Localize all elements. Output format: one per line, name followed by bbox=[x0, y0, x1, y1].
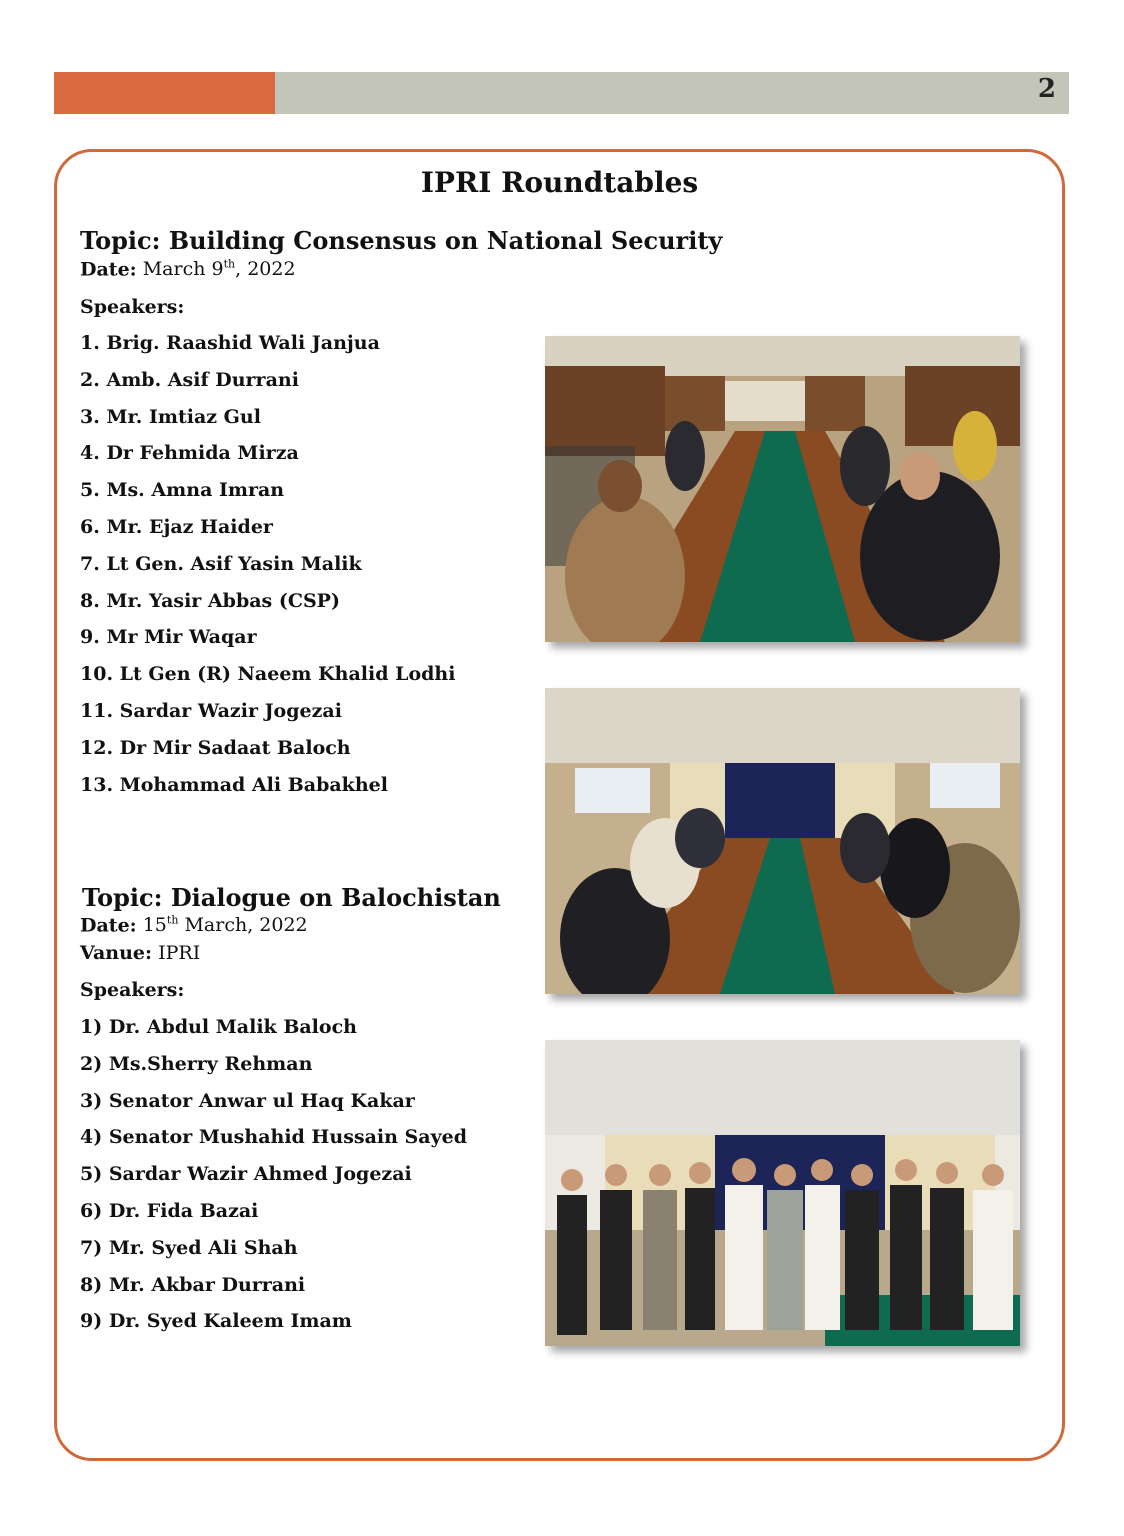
speaker-list-1 bbox=[80, 325, 455, 803]
speaker-item: 2) Ms.Sherry Rehman bbox=[80, 1052, 313, 1075]
venue-value: IPRI bbox=[158, 942, 201, 964]
header-bar bbox=[275, 72, 1069, 114]
speaker-item: 5. Ms. Amna Imran bbox=[80, 479, 285, 502]
speaker-item: 2. Amb. Asif Durrani bbox=[80, 368, 299, 391]
speaker-item: 4. Dr Fehmida Mirza bbox=[80, 442, 299, 465]
topic-2-date bbox=[80, 914, 308, 936]
speaker-item: 5) Sardar Wazir Ahmed Jogezai bbox=[80, 1163, 412, 1186]
date-value: March 9th, 2022 bbox=[142, 258, 296, 281]
speaker-item: 6. Mr. Ejaz Haider bbox=[80, 515, 273, 538]
speaker-item: 4) Senator Mushahid Hussain Sayed bbox=[80, 1126, 467, 1149]
speaker-item: 10. Lt Gen (R) Naeem Khalid Lodhi bbox=[80, 663, 456, 686]
page-title: IPRI Roundtables bbox=[420, 166, 699, 199]
group-photo bbox=[545, 1040, 1020, 1346]
speaker-item: 1) Dr. Abdul Malik Baloch bbox=[80, 1016, 357, 1038]
header-accent-bar bbox=[54, 72, 275, 114]
speaker-item: 1. Brig. Raashid Wali Janjua bbox=[80, 332, 380, 354]
speaker-item: 7. Lt Gen. Asif Yasin Malik bbox=[80, 552, 362, 575]
topic-2-heading: Topic: Dialogue on Balochistan bbox=[82, 883, 501, 912]
speaker-item: 9) Dr. Syed Kaleem Imam bbox=[80, 1310, 352, 1333]
speaker-item: 13. Mohammad Ali Babakhel bbox=[80, 773, 388, 796]
speakers-label: Speakers: bbox=[80, 979, 185, 1001]
date-value: 15th March, 2022 bbox=[142, 914, 308, 937]
roundtable-photo-2 bbox=[545, 688, 1020, 994]
speaker-item: 3) Senator Anwar ul Haq Kakar bbox=[80, 1089, 415, 1112]
speaker-item: 8) Mr. Akbar Durrani bbox=[80, 1273, 306, 1296]
speaker-item: 8. Mr. Yasir Abbas (CSP) bbox=[80, 589, 340, 612]
speaker-list-2 bbox=[80, 1009, 467, 1340]
venue-label: Vanue: bbox=[80, 942, 153, 964]
speakers-label: Speakers: bbox=[80, 296, 185, 318]
speaker-item: 12. Dr Mir Sadaat Baloch bbox=[80, 736, 351, 759]
speaker-item: 7) Mr. Syed Ali Shah bbox=[80, 1236, 298, 1259]
roundtable-photo-1 bbox=[545, 336, 1020, 642]
speaker-item: 9. Mr Mir Waqar bbox=[80, 626, 257, 649]
date-label: Date: bbox=[80, 914, 137, 937]
topic-1-heading: Topic: Building Consensus on National Security bbox=[80, 226, 723, 255]
topic-1-date bbox=[80, 258, 296, 280]
speaker-item: 6) Dr. Fida Bazai bbox=[80, 1199, 259, 1222]
page-number: 2 bbox=[1037, 74, 1056, 104]
date-label: Date: bbox=[80, 258, 137, 281]
speaker-item: 3. Mr. Imtiaz Gul bbox=[80, 405, 261, 428]
topic-2-venue bbox=[80, 942, 200, 964]
speaker-item: 11. Sardar Wazir Jogezai bbox=[80, 699, 342, 722]
